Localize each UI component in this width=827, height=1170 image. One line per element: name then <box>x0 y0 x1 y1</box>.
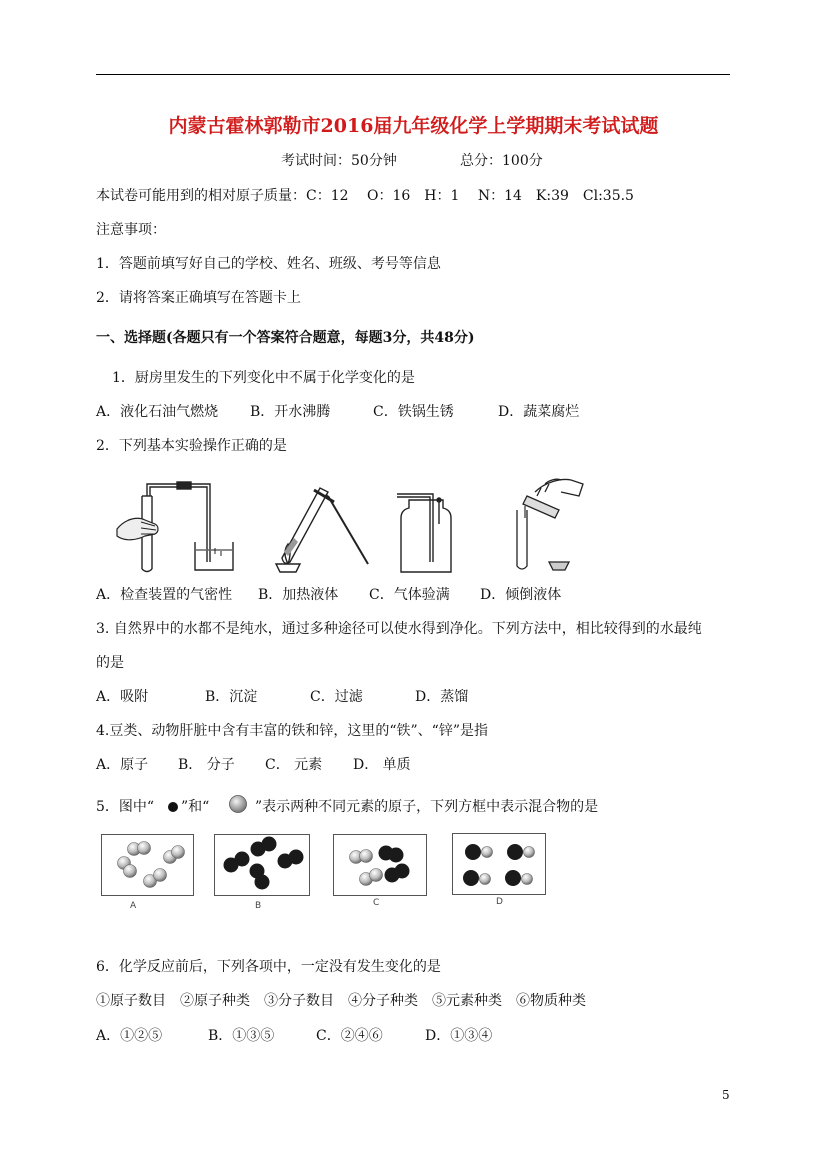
gray-atom-icon <box>228 794 248 814</box>
airtightness-check-figure <box>115 474 245 576</box>
q6-option-a: A．①②⑤ <box>96 1028 163 1044</box>
q1-option-c: C．铁锅生锈 <box>373 404 454 420</box>
q6-option-d: D．①③④ <box>425 1028 493 1044</box>
q3-stem-line2: 的是 <box>96 655 124 671</box>
q2-option-b: B．加热液体 <box>258 587 339 603</box>
black-atom-icon <box>167 801 179 813</box>
notice-1: 1．答题前填写好自己的学校、姓名、班级、考号等信息 <box>96 256 441 272</box>
q2-option-c: C．气体验满 <box>369 587 450 603</box>
molecule-box-b <box>214 834 310 896</box>
molecule-box-d <box>452 833 546 895</box>
q5-stem-part2: ”和“ <box>181 799 210 815</box>
q4-option-b: B． 分子 <box>178 757 235 773</box>
q1-stem: 1．厨房里发生的下列变化中不属于化学变化的是 <box>112 370 415 386</box>
q6-items: ①原子数目 ②原子种类 ③分子数目 ④分子种类 ⑤元素种类 ⑥物质种类 <box>96 993 586 1009</box>
q6-option-c: C．②④⑥ <box>316 1028 383 1044</box>
section-heading: 一、选择题(各题只有一个答案符合题意，每题3分，共48分) <box>96 330 475 346</box>
q2-option-d: D．倾倒液体 <box>480 587 562 603</box>
q4-option-d: D． 单质 <box>353 757 411 773</box>
page-number: 5 <box>722 1088 730 1102</box>
box-label-b: B <box>255 901 262 911</box>
q3-option-b: B．沉淀 <box>205 689 258 705</box>
total-score: 总分：100分 <box>460 153 543 169</box>
q3-stem-line1: 3. 自然界中的水都不是纯水，通过多种途径可以使水得到净化。下列方法中，相比较得到的水最纯 <box>96 621 702 637</box>
box-label-c: C <box>373 898 380 908</box>
page-title: 内蒙古霍林郭勒市2016届九年级化学上学期期末考试试题 <box>168 115 659 137</box>
molecule-box-c <box>333 834 427 896</box>
q1-option-d: D．蔬菜腐烂 <box>498 404 580 420</box>
notice-2: 2．请将答案正确填写在答题卡上 <box>96 290 301 306</box>
q2-option-a: A．检查装置的气密性 <box>96 587 233 603</box>
q4-stem: 4.豆类、动物肝脏中含有丰富的铁和锌，这里的“铁”、“锌”是指 <box>96 723 488 739</box>
box-label-a: A <box>130 901 137 911</box>
q3-option-d: D．蒸馏 <box>415 689 469 705</box>
q5-stem-part1: 5．图中“ <box>96 799 155 815</box>
q5-stem-part3: ”表示两种不同元素的原子，下列方框中表示混合物的是 <box>255 799 599 815</box>
heating-liquid-figure <box>268 480 380 576</box>
box-label-d: D <box>496 897 503 907</box>
notice-heading: 注意事项： <box>96 222 166 238</box>
q6-stem: 6．化学反应前后，下列各项中，一定没有发生变化的是 <box>96 959 441 975</box>
q1-option-b: B．开水沸腾 <box>250 404 331 420</box>
exam-time: 考试时间：50分钟 <box>281 153 397 169</box>
q2-stem: 2．下列基本实验操作正确的是 <box>96 438 287 454</box>
gas-check-figure <box>395 488 457 576</box>
q4-option-c: C． 元素 <box>265 757 323 773</box>
q3-option-a: A．吸附 <box>96 689 149 705</box>
q4-option-a: A．原子 <box>96 757 149 773</box>
q1-option-a: A．液化石油气燃烧 <box>96 404 219 420</box>
pouring-liquid-figure <box>505 462 587 576</box>
molecule-box-a <box>101 834 194 896</box>
atomic-masses: 本试卷可能用到的相对原子质量：C：12 O：16 H：1 N：14 K:39 Cl:35.5 <box>96 188 634 204</box>
q3-option-c: C．过滤 <box>310 689 363 705</box>
q6-option-b: B．①③⑤ <box>208 1028 275 1044</box>
header-rule <box>96 74 730 75</box>
